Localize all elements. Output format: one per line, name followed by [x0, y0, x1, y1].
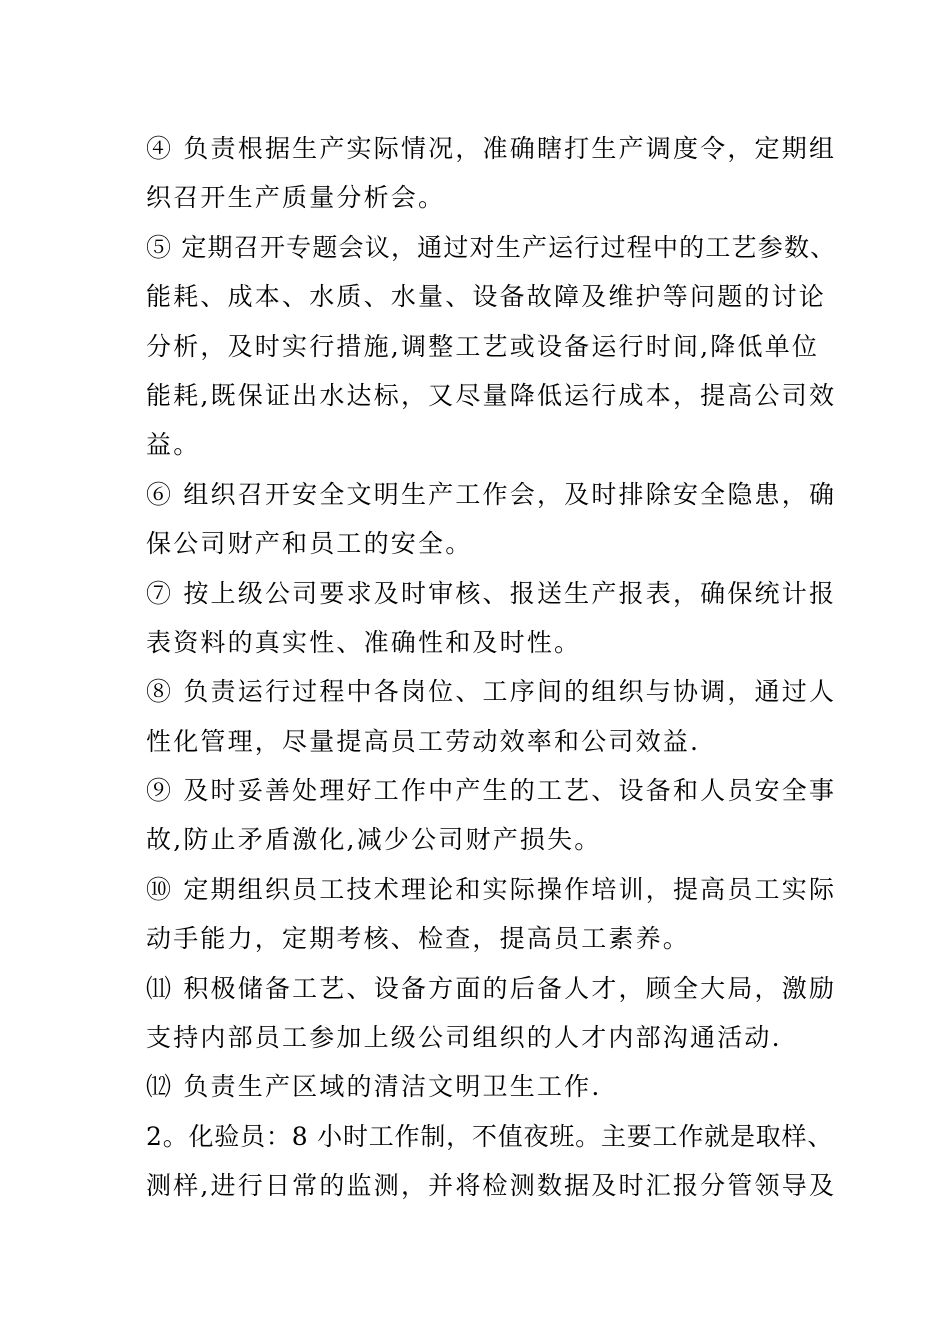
text-line: 表资料的真实性、准确性和及时性。 — [146, 627, 582, 657]
text-line: ⑨ 及时妥善处理好工作中产生的工艺、设备和人员安全事 — [146, 776, 837, 806]
text-line: 动手能力，定期考核、检查，提高员工素养。 — [146, 924, 691, 954]
text-line: 益。 — [146, 430, 201, 460]
text-line: 能耗,既保证出水达标，又尽量降低运行成本，提高公司效 — [146, 380, 837, 410]
text-line: 支持内部员工参加上级公司组织的人才内部沟通活动. — [146, 1023, 782, 1053]
text-line: 2。化验员：8 小时工作制，不值夜班。主要工作就是取样、 — [146, 1121, 834, 1151]
text-line: 织召开生产质量分析会。 — [146, 183, 446, 213]
text-line: 故,防止矛盾激化,减少公司财产损失。 — [146, 825, 602, 855]
text-line: ④ 负责根据生产实际情况，准确瞎打生产调度令，定期组 — [146, 134, 837, 163]
text-line: 性化管理，尽量提高员工劳动效率和公司效益. — [146, 726, 701, 756]
text-line: ⑾ 积极储备工艺、设备方面的后备人才，顾全大局，激励 — [146, 973, 837, 1003]
text-line: 能耗、成本、水质、水量、设备故障及维护等问题的讨论 — [146, 282, 827, 312]
text-line: 分析，及时实行措施,调整工艺或设备运行时间,降低单位 — [146, 331, 820, 361]
text-line: ⑥ 组织召开安全文明生产工作会，及时排除安全隐患，确 — [146, 479, 837, 509]
text-line: ⑩ 定期组织员工技术理论和实际操作培训，提高员工实际 — [146, 874, 837, 904]
text-line: ⑧ 负责运行过程中各岗位、工序间的组织与协调，通过人 — [146, 677, 837, 707]
text-line: 测样,进行日常的监测，并将检测数据及时汇报分管领导及 — [146, 1171, 837, 1201]
document-body — [146, 124, 836, 1211]
text-line: ⑿ 负责生产区域的清洁文明卫生工作. — [146, 1072, 602, 1102]
text-line: ⑤ 定期召开专题会议，通过对生产运行过程中的工艺参数、 — [146, 232, 837, 262]
text-line: 保公司财产和员工的安全。 — [146, 529, 473, 559]
text-line: ⑦ 按上级公司要求及时审核、报送生产报表，确保统计报 — [146, 578, 837, 608]
